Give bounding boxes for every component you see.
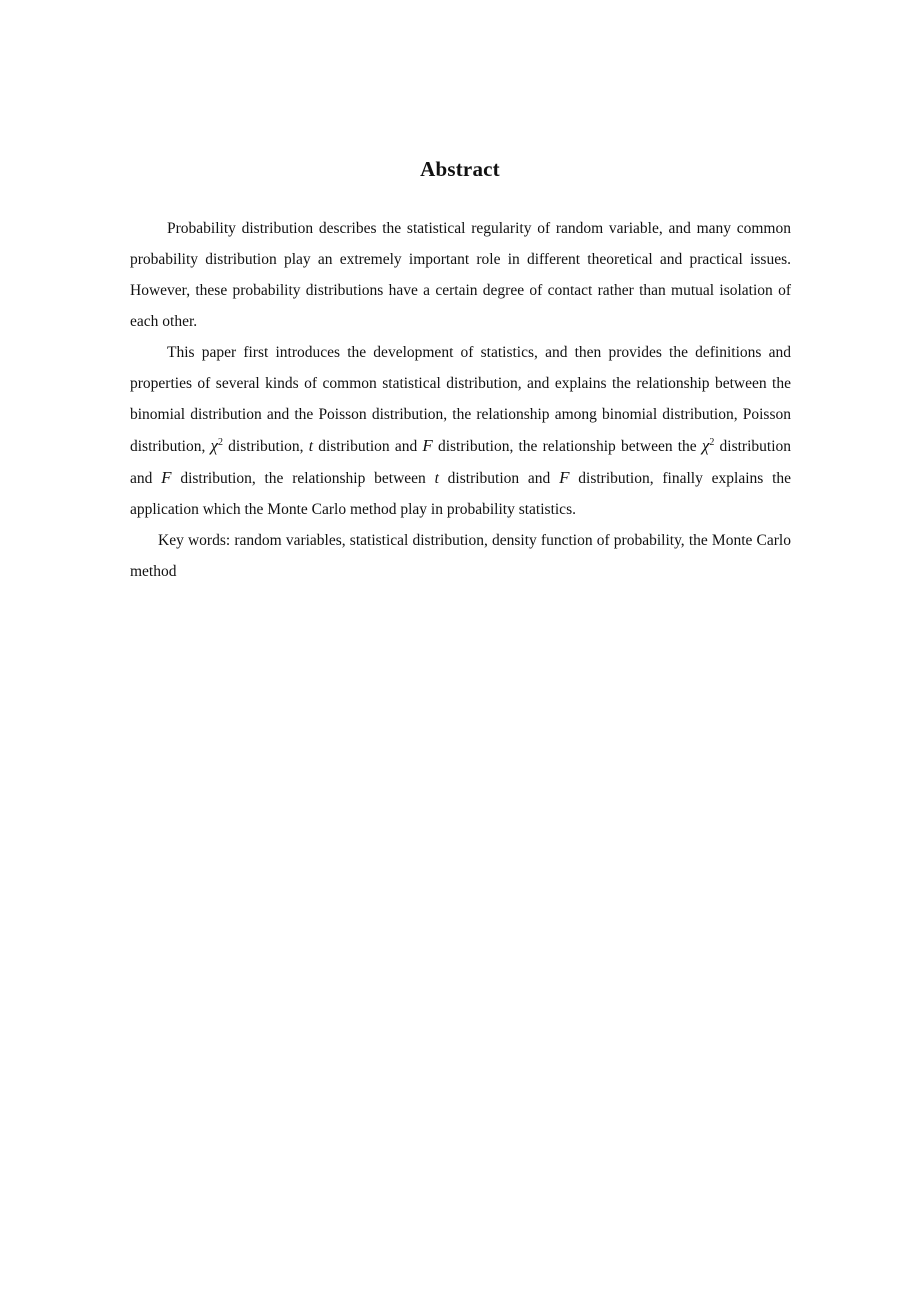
f-symbol: F xyxy=(422,436,433,455)
f-symbol: F xyxy=(559,468,570,487)
abstract-paragraph-1: Probability distribution describes the statistical regularity of random variable, and many common probability distribution play an extremely important role in different theoretical and practical issues. However, these probability distributions have a certain degree of contact rather than mutual isolation of each other. xyxy=(130,220,791,330)
paragraph-2-text: distribution and xyxy=(438,470,560,487)
paragraph-2-text: distribution, the relationship between xyxy=(171,470,435,487)
f-symbol: F xyxy=(161,468,172,487)
paragraph-2-text: distribution, xyxy=(223,438,309,455)
paragraph-2-text: distribution, the relationship between the xyxy=(432,438,702,455)
superscript-2: 2 xyxy=(218,436,224,448)
abstract-title: Abstract xyxy=(420,157,500,181)
paragraph-2-text: distribution, finally explains the application which the Monte Carlo method play in probability statistics. xyxy=(130,470,792,518)
paragraph-2-text: distribution and xyxy=(313,438,423,455)
paragraph-2-text: This paper first introduces the development of statistics, and then provides the definitions and properties of several kinds of common statistical distribution, and explains the relationship between the binomial distribution and the Poisson distribution, the relationship among binomial distribution, Poisson distribution, xyxy=(130,344,791,455)
abstract-paragraph-2 xyxy=(130,337,791,525)
t-symbol: t xyxy=(308,438,314,455)
keywords-paragraph: Key words: random variables, statistical distribution, density function of probability, the Monte Carlo method xyxy=(130,532,791,580)
chi-symbol: χ xyxy=(701,436,710,455)
superscript-2: 2 xyxy=(709,436,715,448)
chi-symbol: χ xyxy=(210,436,219,455)
paragraph-2-text: distribution and xyxy=(130,438,792,487)
t-symbol: t xyxy=(434,470,439,487)
abstract-body xyxy=(130,213,791,587)
